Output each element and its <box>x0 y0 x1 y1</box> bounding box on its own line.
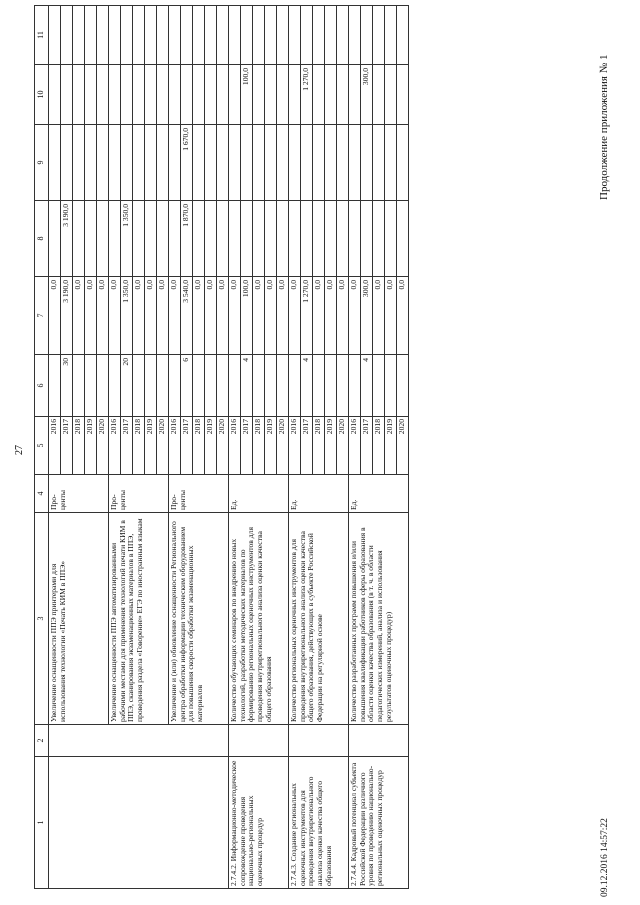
total-funding-cell: 0,0 <box>325 277 337 355</box>
target-value-cell <box>157 355 169 417</box>
funding-cell <box>97 6 109 65</box>
target-value-cell: 4 <box>301 355 313 417</box>
funding-cell <box>205 201 217 277</box>
table-header <box>35 6 49 889</box>
page-number: 27 <box>14 445 25 455</box>
total-funding-cell: 0,0 <box>97 277 109 355</box>
target-value-cell <box>217 355 229 417</box>
target-value-cell <box>109 355 121 417</box>
funding-cell: 3 190,0 <box>61 201 73 277</box>
activity-cell: 2.7.4.3. Создание региональных оценочных инструментов для проведения внутрирегионального анализа оценки качества общего образования <box>289 757 349 889</box>
column-header: 5 <box>35 417 49 475</box>
funding-cell <box>301 6 313 65</box>
total-funding-cell: 0,0 <box>193 277 205 355</box>
year-cell: 2018 <box>253 417 265 475</box>
year-cell: 2019 <box>85 417 97 475</box>
funding-cell: 300,0 <box>361 65 373 125</box>
funding-cell <box>193 65 205 125</box>
funding-cell <box>301 201 313 277</box>
year-cell: 2020 <box>337 417 349 475</box>
funding-cell <box>349 65 361 125</box>
target-value-cell: 4 <box>361 355 373 417</box>
funding-cell <box>85 125 97 201</box>
funding-cell <box>277 125 289 201</box>
target-value-cell <box>169 355 181 417</box>
funding-cell <box>325 125 337 201</box>
funding-cell <box>205 125 217 201</box>
total-funding-cell: 0,0 <box>229 277 241 355</box>
total-funding-cell: 0,0 <box>109 277 121 355</box>
target-value-cell <box>73 355 85 417</box>
activity-cell <box>49 757 229 889</box>
indicator-cell: Увеличение оснащенности ППЭ автоматизированными рабочими местами для применения технологий печати КИМ в ППЭ, сканирования экзаменационных материалов в ППЭ, проведения раздела «Говорение» ЕГЭ по иностранным языкам <box>109 513 169 725</box>
funding-cell <box>289 125 301 201</box>
funding-cell <box>313 201 325 277</box>
total-funding-cell: 0,0 <box>169 277 181 355</box>
funding-cell <box>277 6 289 65</box>
funding-cell <box>385 65 397 125</box>
funding-cell <box>265 65 277 125</box>
funding-cell <box>325 201 337 277</box>
funding-cell <box>157 201 169 277</box>
funding-cell <box>253 65 265 125</box>
total-funding-cell: 3 540,0 <box>181 277 193 355</box>
funding-cell <box>121 125 133 201</box>
year-cell: 2020 <box>97 417 109 475</box>
funding-cell <box>385 6 397 65</box>
funding-cell <box>337 65 349 125</box>
target-value-cell: 20 <box>121 355 133 417</box>
target-value-cell <box>385 355 397 417</box>
table-row <box>349 6 361 889</box>
total-funding-cell: 0,0 <box>349 277 361 355</box>
total-funding-cell: 300,0 <box>361 277 373 355</box>
funding-cell: 1 670,0 <box>181 125 193 201</box>
funding-cell <box>169 65 181 125</box>
column-header: 9 <box>35 125 49 201</box>
total-funding-cell: 0,0 <box>85 277 97 355</box>
funding-cell <box>229 125 241 201</box>
funding-cell <box>157 125 169 201</box>
funding-cell <box>289 201 301 277</box>
column-header: 2 <box>35 725 49 757</box>
year-cell: 2016 <box>109 417 121 475</box>
funding-cell <box>217 125 229 201</box>
funding-cell <box>205 65 217 125</box>
total-funding-cell: 0,0 <box>217 277 229 355</box>
year-cell: 2018 <box>313 417 325 475</box>
funding-cell <box>217 65 229 125</box>
funding-cell <box>373 6 385 65</box>
funding-cell <box>373 125 385 201</box>
funding-cell <box>325 6 337 65</box>
year-cell: 2016 <box>49 417 61 475</box>
unit-cell: Про-центы <box>169 475 229 513</box>
funding-cell <box>61 65 73 125</box>
funding-cell <box>181 65 193 125</box>
funding-cell <box>253 6 265 65</box>
funding-cell: 100,0 <box>241 65 253 125</box>
funding-cell <box>85 65 97 125</box>
year-cell: 2017 <box>361 417 373 475</box>
column-header: 1 <box>35 757 49 889</box>
funding-cell <box>289 65 301 125</box>
funding-cell: 1 870,0 <box>181 201 193 277</box>
unit-cell: Про-центы <box>49 475 109 513</box>
column-header: 3 <box>35 513 49 725</box>
funding-cell <box>265 6 277 65</box>
total-funding-cell: 0,0 <box>73 277 85 355</box>
funding-cell <box>349 125 361 201</box>
table-body <box>49 6 409 889</box>
indicator-cell: Количество разработанных программ повышения и/или повышения квалификации работников сферы образования в области оценки качества образования (в т. ч. в области педагогических измерений, анализа и использования результатов оценочных процедур) <box>349 513 409 725</box>
funding-cell <box>397 65 409 125</box>
total-funding-cell: 100,0 <box>241 277 253 355</box>
activity-cell: 2.7.4.2. Информационно-методическое сопровождение проведения национально-региональных оценочных процедур <box>229 757 289 889</box>
year-cell: 2019 <box>325 417 337 475</box>
funding-cell <box>217 201 229 277</box>
year-cell: 2017 <box>121 417 133 475</box>
table-row <box>289 6 301 889</box>
funding-cell <box>265 201 277 277</box>
funding-cell <box>349 201 361 277</box>
funding-cell <box>397 6 409 65</box>
funding-cell <box>193 201 205 277</box>
total-funding-cell: 0,0 <box>313 277 325 355</box>
funding-cell <box>337 201 349 277</box>
year-cell: 2017 <box>241 417 253 475</box>
target-value-cell <box>253 355 265 417</box>
funding-cell <box>97 125 109 201</box>
funding-cell <box>169 125 181 201</box>
funding-cell <box>397 125 409 201</box>
funding-cell <box>49 6 61 65</box>
target-value-cell <box>397 355 409 417</box>
funding-cell <box>313 125 325 201</box>
year-cell: 2020 <box>217 417 229 475</box>
total-funding-cell: 3 190,0 <box>61 277 73 355</box>
funding-cell <box>289 6 301 65</box>
funding-cell <box>157 6 169 65</box>
funding-cell <box>361 125 373 201</box>
funding-cell <box>229 201 241 277</box>
funding-cell <box>253 201 265 277</box>
year-cell: 2016 <box>169 417 181 475</box>
funding-cell <box>265 125 277 201</box>
target-value-cell: 30 <box>61 355 73 417</box>
total-funding-cell: 0,0 <box>265 277 277 355</box>
funding-cell <box>145 65 157 125</box>
funding-cell <box>49 125 61 201</box>
indicator-cell: Количество обучающих семинаров по внедрению новых технологий, разработки методических материалов по формированию региональных оценочных инструментов для проведения внутрирегионального анализа оценки качества общего образования <box>229 513 289 725</box>
table-row <box>229 6 241 889</box>
target-value-cell <box>373 355 385 417</box>
funding-cell <box>385 125 397 201</box>
funding-cell <box>337 125 349 201</box>
funding-cell <box>121 65 133 125</box>
year-cell: 2018 <box>193 417 205 475</box>
funding-cell <box>109 65 121 125</box>
unit-cell: Ед. <box>229 475 289 513</box>
target-value-cell <box>265 355 277 417</box>
target-value-cell <box>277 355 289 417</box>
unit-cell: Ед. <box>289 475 349 513</box>
year-cell: 2018 <box>133 417 145 475</box>
column-header: 6 <box>35 355 49 417</box>
column-2-cell <box>229 725 289 757</box>
funding-cell <box>181 6 193 65</box>
target-value-cell: 6 <box>181 355 193 417</box>
total-funding-cell: 1 270,0 <box>301 277 313 355</box>
funding-cell <box>109 6 121 65</box>
year-cell: 2019 <box>205 417 217 475</box>
funding-cell <box>193 6 205 65</box>
column-header: 11 <box>35 6 49 65</box>
target-value-cell <box>97 355 109 417</box>
target-value-cell <box>349 355 361 417</box>
funding-cell <box>313 65 325 125</box>
total-funding-cell: 0,0 <box>145 277 157 355</box>
funding-cell <box>217 6 229 65</box>
funding-cell <box>337 6 349 65</box>
target-value-cell <box>145 355 157 417</box>
target-value-cell <box>325 355 337 417</box>
funding-cell <box>325 65 337 125</box>
indicator-cell: Количество региональных оценочных инструментов для проведения внутрирегионального анализа оценки качества общего образования, действующих в субъекте Российской Федерации на регулярной основе <box>289 513 349 725</box>
funding-cell <box>229 65 241 125</box>
funding-cell <box>109 125 121 201</box>
print-timestamp: 09.12.2016 14:57:22 <box>600 818 610 897</box>
year-cell: 2016 <box>289 417 301 475</box>
funding-cell <box>133 201 145 277</box>
funding-cell <box>133 125 145 201</box>
year-cell: 2019 <box>385 417 397 475</box>
year-cell: 2017 <box>61 417 73 475</box>
funding-cell <box>241 201 253 277</box>
total-funding-cell: 0,0 <box>385 277 397 355</box>
year-cell: 2017 <box>181 417 193 475</box>
funding-cell <box>385 201 397 277</box>
target-value-cell <box>133 355 145 417</box>
total-funding-cell: 0,0 <box>133 277 145 355</box>
total-funding-cell: 0,0 <box>397 277 409 355</box>
year-cell: 2020 <box>397 417 409 475</box>
funding-cell <box>397 201 409 277</box>
year-cell: 2018 <box>373 417 385 475</box>
funding-cell <box>229 6 241 65</box>
funding-cell: 1 350,0 <box>121 201 133 277</box>
funding-cell <box>241 125 253 201</box>
funding-cell <box>73 125 85 201</box>
funding-cell <box>373 201 385 277</box>
funding-cell <box>145 125 157 201</box>
target-value-cell <box>337 355 349 417</box>
total-funding-cell: 0,0 <box>157 277 169 355</box>
funding-cell <box>97 65 109 125</box>
activity-cell: 2.7.4.4. Кадровый потенциал субъекта Российской Федерации различного уровня по проведению национально-региональных оценочных процедур <box>349 757 409 889</box>
total-funding-cell: 0,0 <box>49 277 61 355</box>
funding-cell <box>145 6 157 65</box>
year-cell: 2020 <box>157 417 169 475</box>
funding-cell <box>61 6 73 65</box>
funding-cell <box>49 65 61 125</box>
target-value-cell <box>229 355 241 417</box>
column-header: 8 <box>35 201 49 277</box>
funding-cell <box>253 125 265 201</box>
funding-cell <box>313 6 325 65</box>
target-value-cell <box>85 355 97 417</box>
total-funding-cell: 1 350,0 <box>121 277 133 355</box>
appendix-title: Продолжение приложения № 1 <box>598 54 610 200</box>
funding-cell <box>373 65 385 125</box>
header-row <box>35 6 49 889</box>
funding-cell <box>109 201 121 277</box>
funding-cell <box>85 6 97 65</box>
funding-cell <box>49 201 61 277</box>
funding-cell <box>361 201 373 277</box>
year-cell: 2017 <box>301 417 313 475</box>
funding-cell <box>361 6 373 65</box>
unit-cell: Ед. <box>349 475 409 513</box>
total-funding-cell: 0,0 <box>277 277 289 355</box>
target-value-cell <box>313 355 325 417</box>
target-value-cell: 4 <box>241 355 253 417</box>
year-cell: 2019 <box>145 417 157 475</box>
funding-cell <box>193 125 205 201</box>
funding-cell <box>73 65 85 125</box>
funding-cell <box>133 65 145 125</box>
target-value-cell <box>205 355 217 417</box>
column-header: 4 <box>35 475 49 513</box>
funding-cell <box>277 201 289 277</box>
funding-cell <box>241 6 253 65</box>
funding-cell <box>97 201 109 277</box>
total-funding-cell: 0,0 <box>373 277 385 355</box>
total-funding-cell: 0,0 <box>205 277 217 355</box>
target-value-cell <box>49 355 61 417</box>
column-2-cell <box>49 725 229 757</box>
column-header: 10 <box>35 65 49 125</box>
indicator-cell: Увеличение оснащенности ППЭ принтерами для использования технологии «Печать КИМ в ППЭ» <box>49 513 109 725</box>
funding-cell <box>121 6 133 65</box>
total-funding-cell: 0,0 <box>337 277 349 355</box>
funding-cell <box>205 6 217 65</box>
funding-cell <box>277 65 289 125</box>
unit-cell: Про-центы <box>109 475 169 513</box>
year-cell: 2020 <box>277 417 289 475</box>
funding-cell: 1 270,0 <box>301 65 313 125</box>
funding-cell <box>73 6 85 65</box>
year-cell: 2016 <box>349 417 361 475</box>
year-cell: 2016 <box>229 417 241 475</box>
funding-cell <box>61 125 73 201</box>
target-value-cell <box>289 355 301 417</box>
column-header: 7 <box>35 277 49 355</box>
funding-cell <box>169 201 181 277</box>
funding-cell <box>133 6 145 65</box>
funding-cell <box>145 201 157 277</box>
funding-cell <box>73 201 85 277</box>
column-2-cell <box>289 725 349 757</box>
funding-cell <box>349 6 361 65</box>
table-row <box>49 6 61 889</box>
indicator-cell: Увеличение и (или) обновление оснащенности Регионального центра обработки информации техническим оборудованием для повышения скорости обработки экзаменационных материалов <box>169 513 229 725</box>
appendix-table <box>34 5 409 889</box>
funding-cell <box>301 125 313 201</box>
funding-cell <box>169 6 181 65</box>
column-2-cell <box>349 725 409 757</box>
funding-cell <box>85 201 97 277</box>
funding-cell <box>157 65 169 125</box>
year-cell: 2019 <box>265 417 277 475</box>
year-cell: 2018 <box>73 417 85 475</box>
total-funding-cell: 0,0 <box>253 277 265 355</box>
total-funding-cell: 0,0 <box>289 277 301 355</box>
target-value-cell <box>193 355 205 417</box>
